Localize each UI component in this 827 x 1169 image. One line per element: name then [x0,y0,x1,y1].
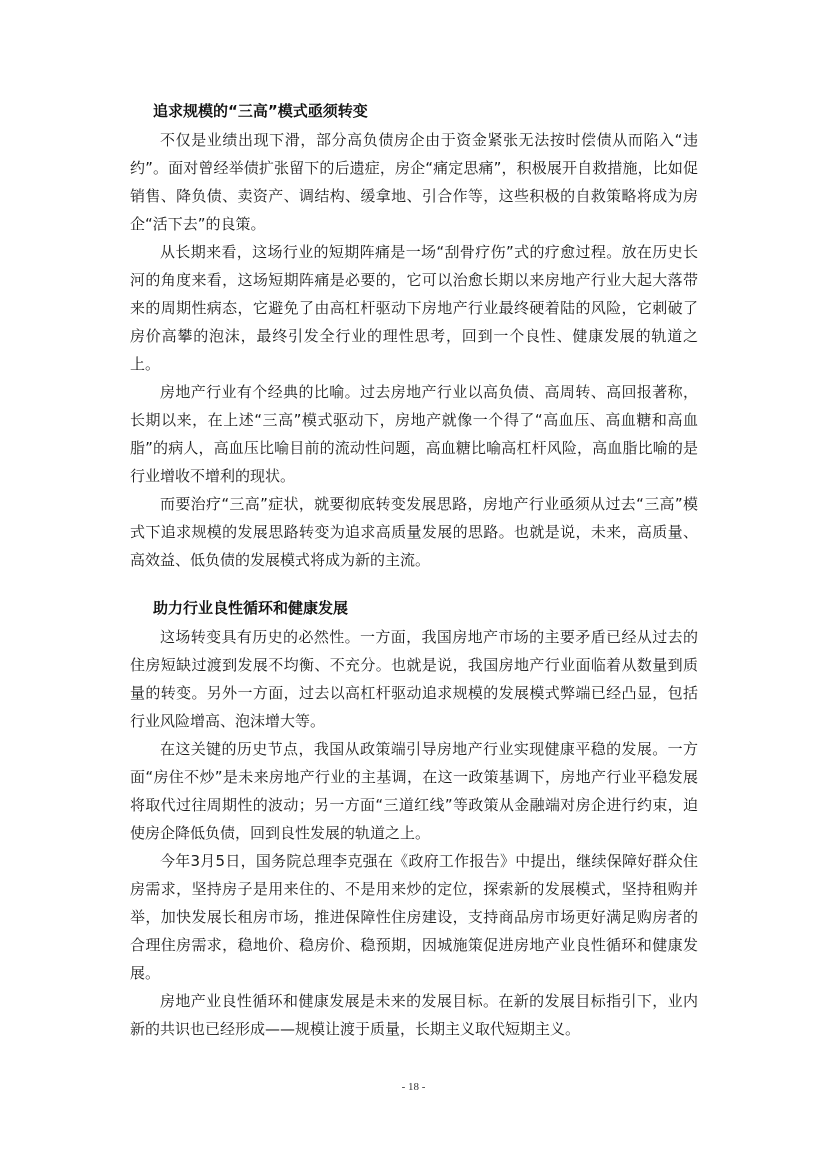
paragraph: 今年3月5日，国务院总理李克强在《政府工作报告》中提出，继续保障好群众住房需求，坚持房子是用来住的、不是用来炒的定位，探索新的发展模式，坚持租购并举，加快发展长租房市场，推进保障性住房建设，支持商品房市场更好满足购房者的合理住房需求，稳地价、稳房价、稳预期，因城施策促进房地产业良性循环和健康发展。 [130,852,698,982]
paragraph: 而要治疗“三高”症状，就要彻底转变发展思路，房地产行业亟须从过去“三高”模式下追求规模的发展思路转变为追求高质量发展的思路。也就是说，未来，高质量、高效益、低负债的发展模式将成为新的主流。 [130,495,698,569]
paragraph: 不仅是业绩出现下滑，部分高负债房企由于资金紧张无法按时偿债从而陷入“违约”。面对曾经举债扩张留下的后遗症，房企“痛定思痛”，积极展开自救措施，比如促销售、降负债、卖资产、调结构、缓拿地、引合作等，这些积极的自救策略将成为房企“活下去”的良策。 [130,131,698,233]
article-body [130,99,698,1043]
paragraph: 房地产业良性循环和健康发展是未来的发展目标。在新的发展目标指引下，业内新的共识也已经形成——规模让渡于质量，长期主义取代短期主义。 [130,992,698,1038]
paragraph: 房地产行业有个经典的比喻。过去房地产行业以高负债、高周转、高回报著称，长期以来，在上述“三高”模式驱动下，房地产就像一个得了“高血压、高血糖和高血脂”的病人，高血压比喻目前的流动性问题，高血糖比喻高杠杆风险，高血脂比喻的是行业增收不增利的现状。 [130,383,698,485]
section-heading: 助力行业良性循环和健康发展 [153,599,349,617]
section-scale-transition [130,99,698,574]
paragraph: 在这关键的历史节点，我国从政策端引导房地产行业实现健康平稳的发展。一方面“房住不炒”是未来房地产行业的主基调，在这一政策基调下，房地产行业平稳发展将取代过往周期性的波动；另一方面“三道红线”等政策从金融端对房企进行约束，迫使房企降低负债，回到良性发展的轨道之上。 [130,740,698,842]
section-spacer [130,574,698,596]
section-healthy-development [130,596,698,1043]
section-heading: 追求规模的“三高”模式亟须转变 [153,102,368,120]
page-number: - 18 - [401,1081,426,1093]
paragraph: 这场转变具有历史的必然性。一方面，我国房地产市场的主要矛盾已经从过去的住房短缺过渡到发展不均衡、不充分。也就是说，我国房地产行业面临着从数量到质量的转变。另外一方面，过去以高杠杆驱动追求规模的发展模式弊端已经凸显，包括行业风险增高、泡沫增大等。 [130,628,698,730]
paragraph: 从长期来看，这场行业的短期阵痛是一场“刮骨疗伤”式的疗愈过程。放在历史长河的角度来看，这场短期阵痛是必要的，它可以治愈长期以来房地产行业大起大落带来的周期性病态，它避免了由高杠杆驱动下房地产行业最终硬着陆的风险，它刺破了房价高攀的泡沫，最终引发全行业的理性思考，回到一个良性、健康发展的轨道之上。 [130,243,698,373]
